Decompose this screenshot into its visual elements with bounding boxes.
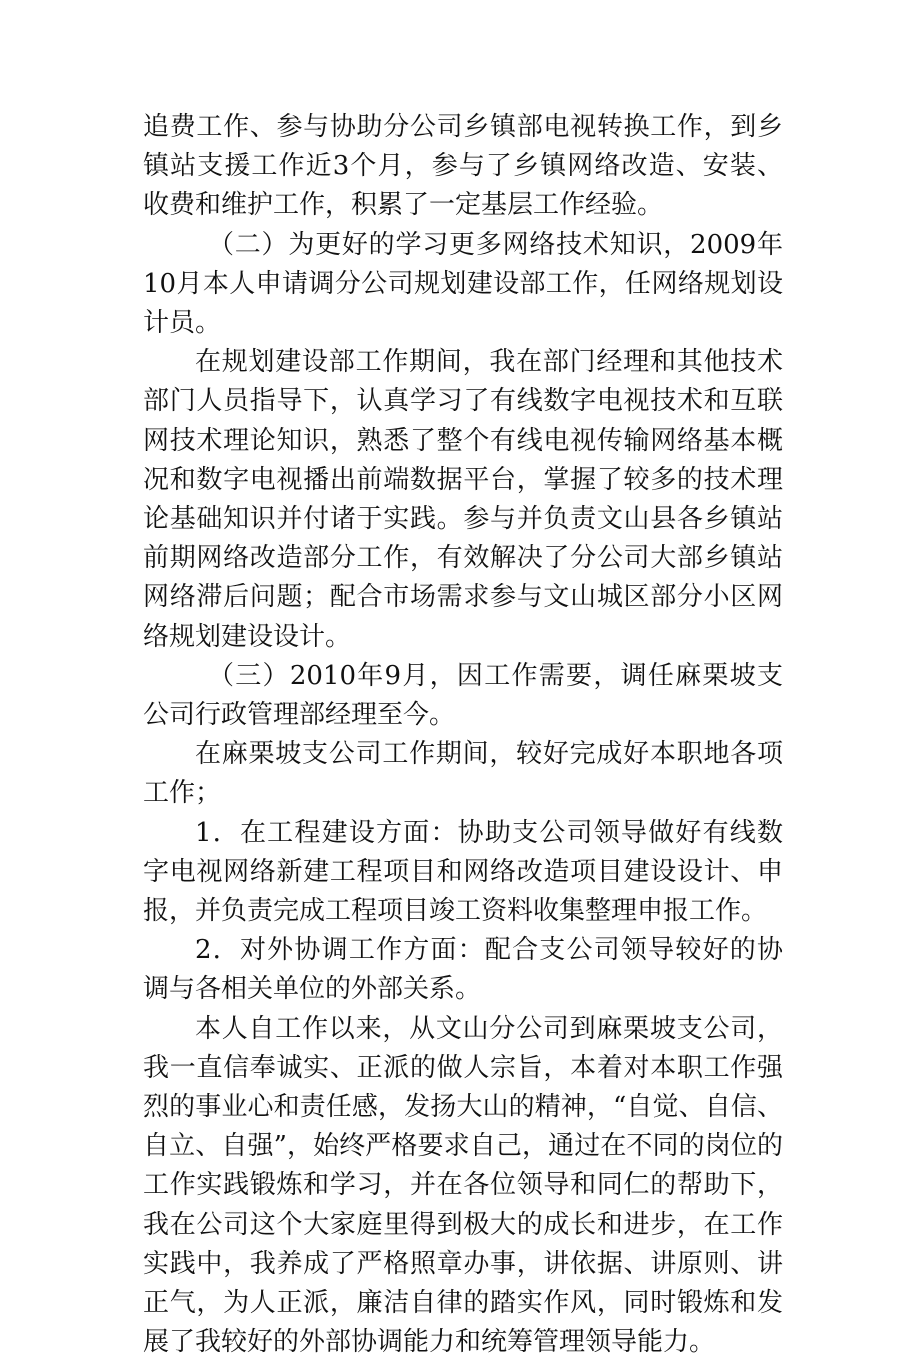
paragraph-summary: 本人自工作以来，从文山分公司到麻栗坡支公司，我一直信奉诚实、正派的做人宗旨，本着对本职工作强烈的事业心和责任感，发扬大山的精神，“自觉、自信、自立、自强”，始终严格要求自己，通过在不同的岗位的工作实践锻炼和学习，并在各位领导和同仁的帮助下，我在公司这个大家庭里得到极大的成长和进步，在工作实践中，我养成了严格照章办事，讲依据、讲原则、讲正气，为人正派，廉洁自律的踏实作风，同时锻炼和发展了我较好的外部协调能力和统筹管理领导能力。 (143, 1013, 783, 1358)
document-body (143, 108, 783, 1363)
paragraph-item-two: 2．对外协调工作方面：配合支公司领导较好的协调与各相关单位的外部关系。 (143, 935, 783, 1005)
paragraph-continuation: 追费工作、参与协助分公司乡镇部电视转换工作，到乡镇站支援工作近3个月，参与了乡镇网络改造、安装、收费和维护工作，积累了一定基层工作经验。 (143, 112, 783, 221)
paragraph-item-one: 1．在工程建设方面：协助支公司领导做好有线数字电视网络新建工程项目和网络改造项目建设设计、申报，并负责完成工程项目竣工资料收集整理申报工作。 (143, 817, 783, 927)
paragraph-planning-dept: 在规划建设部工作期间，我在部门经理和其他技术部门人员指导下，认真学习了有线数字电视技术和互联网技术理论知识，熟悉了整个有线电视传输网络基本概况和数字电视播出前端数据平台，掌握了较多的技术理论基础知识并付诸于实践。参与并负责文山县各乡镇站前期网络改造部分工作，有效解决了分公司大部乡镇站网络滞后问题；配合市场需求参与文山城区部分小区网络规划建设设计。 (143, 347, 783, 652)
paragraph-section-three: （三）2010年9月，因工作需要，调任麻栗坡支公司行政管理部经理至今。 (143, 660, 783, 731)
paragraph-section-two: （二）为更好的学习更多网络技术知识，2009年10月本人申请调分公司规划建设部工作，任网络规划设计员。 (143, 229, 783, 339)
paragraph-malipo-intro: 在麻栗坡支公司工作期间，较好完成好本职地各项工作； (143, 739, 783, 809)
